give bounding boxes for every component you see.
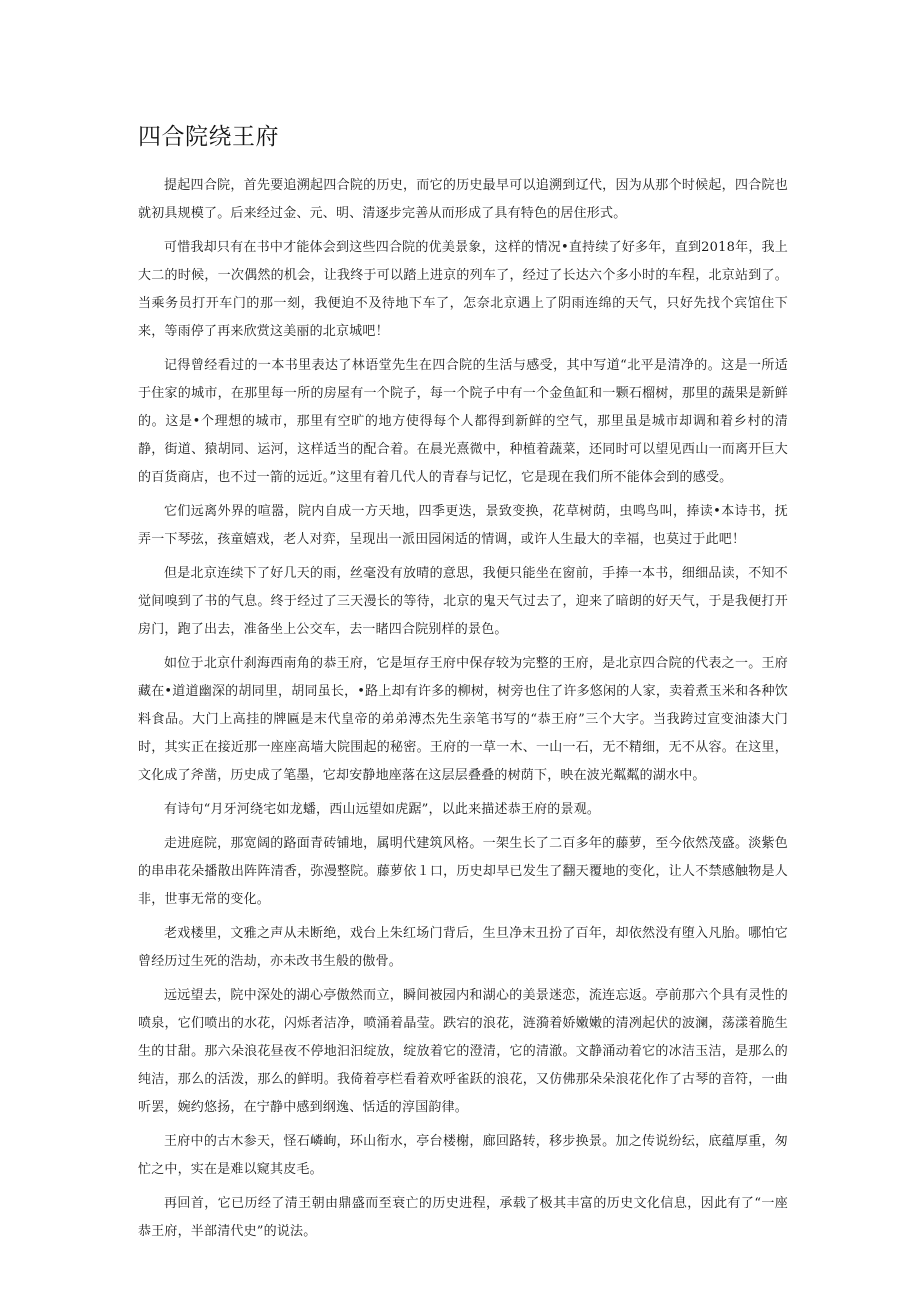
paragraph: 王府中的古木参天，怪石嶙峋，环山衔水，亭台楼榭，廊回路转，移步换景。加之传说纷纭，底蕴厚重，匆忙之中，实在是难以窥其皮毛。: [138, 1134, 788, 1177]
paragraph: 老戏楼里，文雅之声从未断绝，戏台上朱红场门背后，生旦净末丑扮了百年，却依然没有堕入凡胎。哪怕它曾经历过生死的浩劫，亦未改书生般的傲骨。: [138, 926, 788, 969]
paragraph: 再回首，它已历经了清王朝由鼎盛而至衰亡的历史进程，承载了极其丰富的历史文化信息，因此有了“一座恭王府，半部清代史”的说法。: [138, 1196, 788, 1239]
paragraph: 但是北京连续下了好几天的雨，丝毫没有放晴的意思，我便只能坐在窗前，手捧一本书，细细品读，不知不觉间嗅到了书的气息。终于经过了三天漫长的等待，北京的鬼天气过去了，迎来了暗朗的好天气，于是我便打开房门，跑了出去，准备坐上公交车，去一睹四合院别样的景色。: [138, 566, 788, 637]
paragraph: 它们远离外界的喧嚣，院内自成一方天地，四季更迭，景致变换，花草树荫，虫鸣鸟叫，捧读•本诗书，抚弄一下琴弦，孩童嬉戏，老人对弈，呈现出一派田园闲适的情调，或许人生最大的幸福，也莫过于此吧！: [138, 504, 788, 547]
paragraph: 记得曾经看过的一本书里表达了林语堂先生在四合院的生活与感受，其中写道“北平是清净的。这是一所适于住家的城市，在那里每一所的房屋有一个院子，每一个院子中有一个金鱼缸和一颗石榴树，那里的蔬果是新鲜的。这是•个理想的城市，那里有空旷的地方使得每个人都得到新鲜的空气，那里虽是城市却调和着乡村的清静，街道、猿胡同、运河，这样适当的配合着。在晨光熹微中，种植着蔬菜，还同时可以望见西山一而离开巨大的百货商店，也不过一箭的远近。”这里有着几代人的青春与记忆，它是现在我们所不能体会到的感受。: [138, 358, 788, 485]
paragraph: 如位于北京什刹海西南角的恭王府，它是垣存王府中保存较为完整的王府，是北京四合院的代表之一。王府藏在•道道幽深的胡同里，胡同虽长，•路上却有许多的柳树，树旁也住了许多悠闲的人家，卖着煮玉米和各种饮料食品。大门上高挂的牌匾是末代皇帝的弟弟溥杰先生亲笔书写的“恭王府”三个大字。当我跨过宣变油漆大门时，其实正在接近那一座座高墙大院围起的秘密。王府的一草一木、一山一石，无不精细，无不从容。在这里，文化成了斧凿，历史成了笔墨，它却安静地座落在这层层叠叠的树荫下，映在波光粼粼的湖水中。: [138, 656, 788, 783]
paragraph: 远远望去，院中深处的湖心亭傲然而立，瞬间被园内和湖心的美景迷恋，流连忘返。亭前那六个具有灵性的喷泉，它们喷出的水花，闪烁者洁净，喷涌着晶莹。跌宕的浪花，涟漪着娇嫩嫩的清冽起伏的波澜，荡漾着脆生生的甘甜。那六朵浪花昼夜不停地汩汩绽放，绽放着它的澄清，它的清澈。文静涌动着它的冰洁玉洁，是那么的纯洁，那么的活泼，那么的鲜明。我倚着亭栏看着欢呼雀跃的浪花，又仿佛那朵朵浪花化作了古琴的音符，一曲听罢，婉约悠扬，在宁静中感到纲逸、恬适的淳国韵律。: [138, 988, 788, 1115]
document-title: 四合院绕王府: [138, 124, 279, 150]
paragraph: 提起四合院，首先要追溯起四合院的历史，而它的历史最早可以追溯到辽代，因为从那个时候起，四合院也就初具规模了。后来经过金、元、明、清逐步完善从而形成了具有特色的居住形式。: [138, 178, 788, 221]
paragraph: 可惜我却只有在书中才能体会到这些四合院的优美景象，这样的情况•直持续了好多年，直到2018年，我上大二的时候，一次偶然的机会，让我终于可以踏上进京的列车了，经过了长达六个多小时的车程，北京站到了。当乘务员打开车门的那一刻，我便迫不及待地下车了，怎奈北京遇上了阴雨连绵的天气，只好先找个宾馆住下来，等雨停了再来欣赏这美丽的北京城吧！: [138, 240, 788, 339]
document-page: [138, 122, 788, 1252]
document-body: [138, 172, 788, 1246]
paragraph: 走进庭院，那宽阔的路面青砖铺地，属明代建筑风格。一架生长了二百多年的藤萝，至今依然茂盛。淡紫色的串串花朵播散出阵阵清香，弥漫整院。藤萝依１口，历史却早已发生了翻天覆地的变化，让人不禁感触物是人非，世事无常的变化。: [138, 836, 788, 907]
paragraph: 有诗句“月牙河绕宅如龙蟠，西山远望如虎踞”，以此来描述恭王府的景观。: [164, 802, 601, 817]
